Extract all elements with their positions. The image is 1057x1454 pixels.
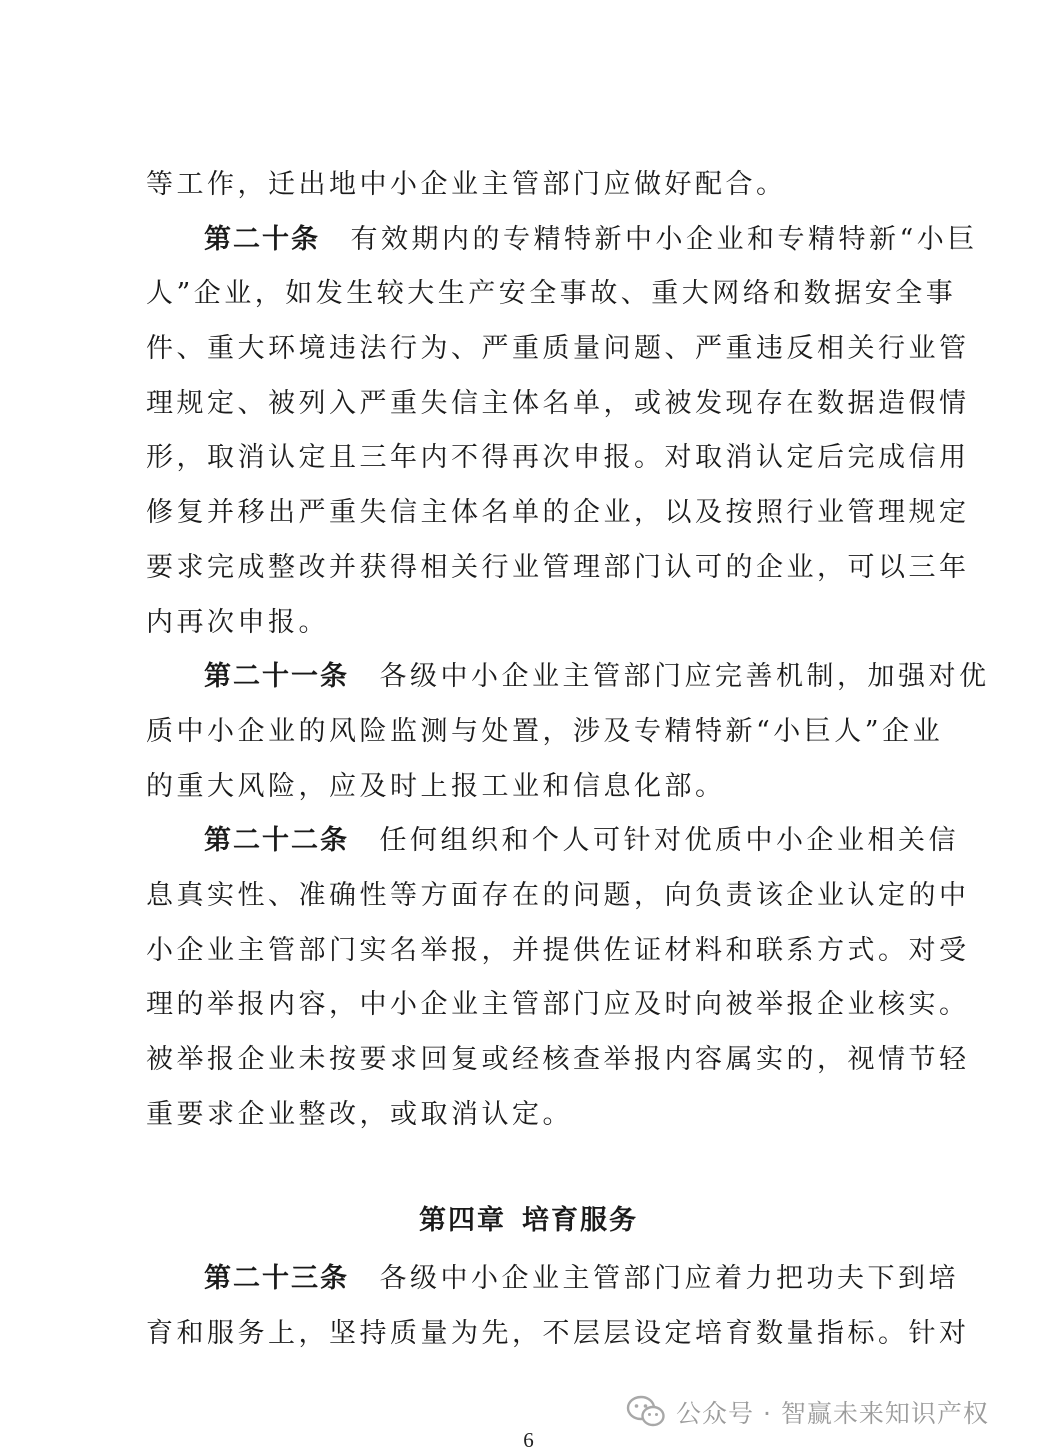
article-text: 各级中小企业主管部门应着力把功夫下到培 (379, 1263, 959, 1294)
article-22-line: 被举报企业未按要求回复或经核查举报内容属实的，视情节轻 (146, 1044, 970, 1075)
article-21-line: 的重大风险，应及时上报工业和信息化部。 (146, 770, 726, 802)
watermark (626, 1392, 989, 1432)
article-22-line: 重要求企业整改，或取消认定。 (146, 1098, 573, 1130)
watermark-text: 公众号 · 智赢未来知识产权 (676, 1399, 989, 1428)
article-20-line: 修复并移出严重失信主体名单的企业，以及按照行业管理规定 (146, 497, 970, 529)
article-20-line: 人”企业，如发生较大生产安全事故、重大网络和数据安全事 (146, 278, 957, 310)
article-20-first-line (146, 213, 978, 268)
article-heading: 第二十三条 (204, 1263, 349, 1294)
article-20-line: 内再次申报。 (146, 606, 329, 638)
article-20-line: 要求完成整改并获得相关行业管理部门认可的企业，可以三年 (146, 551, 970, 583)
wechat-icon (626, 1395, 666, 1429)
article-20-line: 形，取消认定且三年内不得再次申报。对取消认定后完成信用 (146, 442, 970, 474)
article-heading: 第二十一条 (204, 661, 349, 693)
article-21-first-line (146, 650, 990, 705)
article-21-line: 质中小企业的风险监测与处置，涉及专精特新“小巨人”企业 (146, 715, 944, 747)
body-text (146, 158, 990, 1142)
article-20-line: 件、重大环境违法行为、严重质量问题、严重违反相关行业管 (146, 333, 970, 365)
article-22-line: 息真实性、准确性等方面存在的问题，向负责该企业认定的中 (146, 879, 970, 911)
article-heading: 第二十条 (204, 223, 320, 255)
article-20-line: 理规定、被列入严重失信主体名单，或被发现存在数据造假情 (146, 387, 970, 419)
article-22-line: 小企业主管部门实名举报，并提供佐证材料和联系方式。对受 (146, 934, 970, 966)
article-text: 任何组织和个人可针对优质中小企业相关信 (379, 825, 959, 857)
article-23-first-line (146, 1252, 959, 1307)
article-22-first-line (146, 814, 959, 869)
article-text: 各级中小企业主管部门应完善机制，加强对优 (379, 661, 990, 693)
article-text: 有效期内的专精特新中小企业和专精特新“小巨 (350, 223, 978, 255)
chapter-title: 培育服务 (522, 1205, 638, 1236)
chapter-number: 第四章 (419, 1205, 506, 1236)
chapter-body-text (146, 1252, 970, 1361)
chapter-heading (0, 1198, 1057, 1237)
page-number: 6 (523, 1428, 534, 1452)
article-22-line: 理的举报内容，中小企业主管部门应及时向被举报企业核实。 (146, 989, 970, 1021)
continuation-line: 等工作，迁出地中小企业主管部门应做好配合。 (146, 169, 787, 200)
article-heading: 第二十二条 (204, 825, 349, 857)
article-23-line: 育和服务上，坚持质量为先，不层层设定培育数量指标。针对 (146, 1317, 970, 1349)
